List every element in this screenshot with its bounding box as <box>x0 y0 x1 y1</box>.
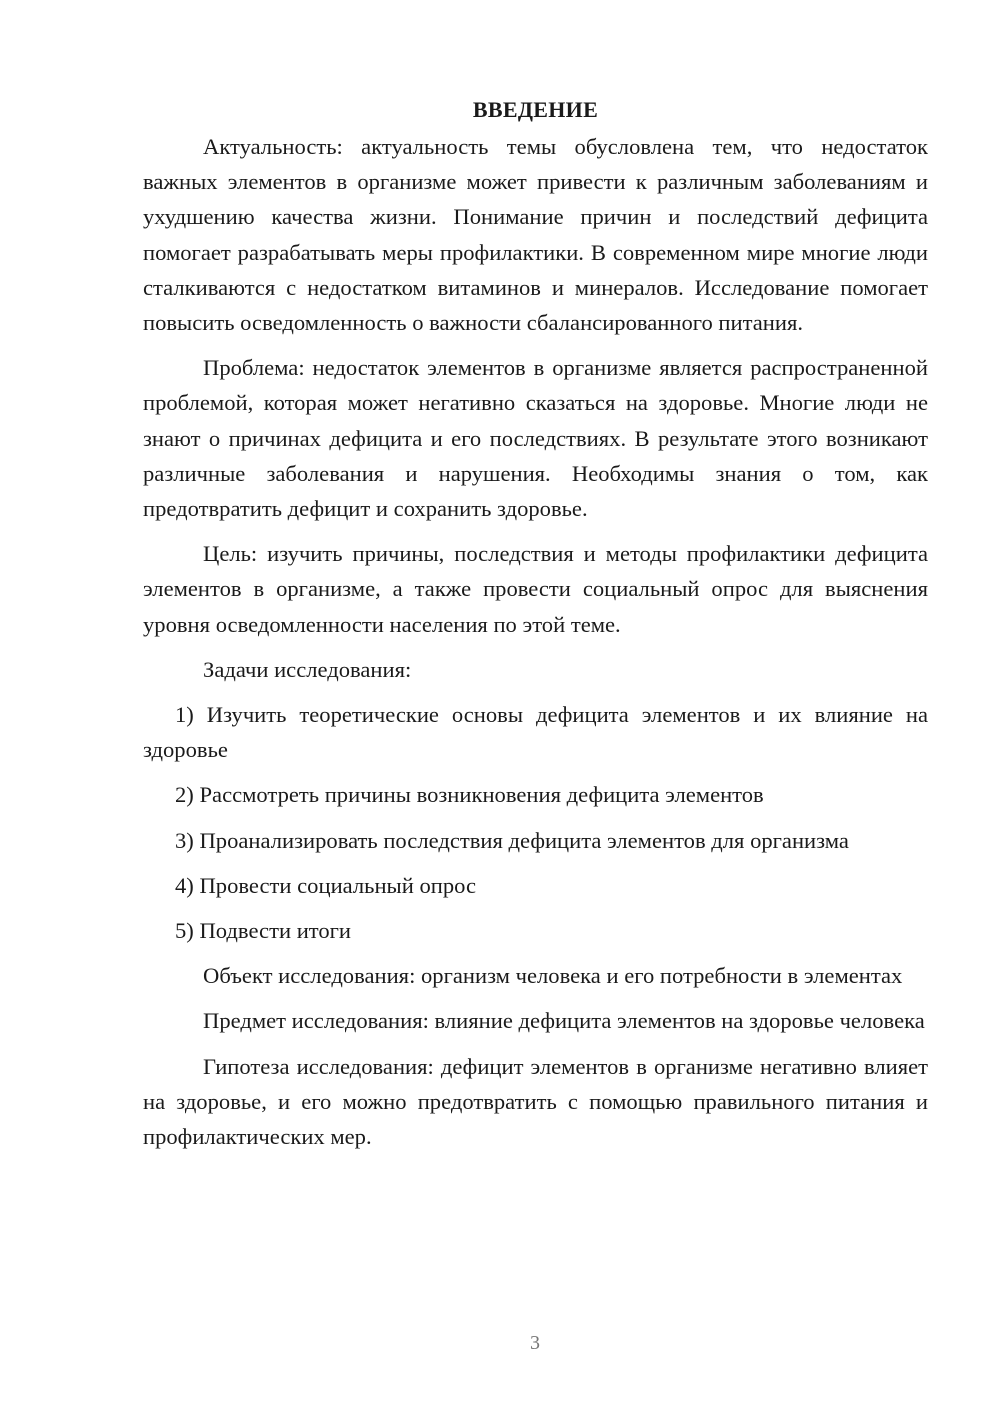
task-item-3: 3) Проанализировать последствия дефицита элементов для организма <box>175 827 849 853</box>
paragraph-goal: Цель: изучить причины, последствия и методы профилактики дефицита элементов в организме, а также провести социальный опрос для выяснения уровня осведомленности населения по этой теме. <box>143 541 928 637</box>
task-item-4: 4) Провести социальный опрос <box>175 872 477 898</box>
paragraph-hypothesis: Гипотеза исследования: дефицит элементов в организме негативно влияет на здоровье, и его можно предотвратить с помощью правильного питания и профилактических мер. <box>143 1053 928 1150</box>
document-page <box>143 92 928 1154</box>
page-title: ВВЕДЕНИЕ <box>472 97 599 122</box>
paragraph-subject: Предмет исследования: влияние дефицита элементов на здоровье человека <box>203 1008 925 1034</box>
task-item-1: 1) Изучить теоретические основы дефицита элементов и их влияние на здоровье <box>143 702 928 763</box>
page-number: 3 <box>530 1332 540 1354</box>
paragraph-relevance: Актуальность: актуальность темы обусловлена тем, что недостаток важных элементов в организме может привести к различным заболеваниям и ухудшению качества жизни. Понимание причин и последствий дефицита помогает разрабатывать меры профилактики. В современном мире многие люди сталкиваются с недостатком витаминов и минералов. Исследование помогает повысить осведомленность о важности сбалансированного питания. <box>143 134 928 336</box>
paragraph-problem: Проблема: недостаток элементов в организме является распространенной проблемой, которая может негативно сказаться на здоровье. Многие люди не знают о причинах дефицита и его последствиях. В результате этого возникают различные заболевания и нарушения. Необходимы знания о том, как предотвратить дефицит и сохранить здоровье. <box>143 355 928 522</box>
paragraph-tasks-heading: Задачи исследования: <box>203 656 412 682</box>
paragraph-object: Объект исследования: организм человека и его потребности в элементах <box>203 963 903 989</box>
task-item-2: 2) Рассмотреть причины возникновения дефицита элементов <box>175 782 764 808</box>
task-item-5: 5) Подвести итоги <box>175 918 352 944</box>
